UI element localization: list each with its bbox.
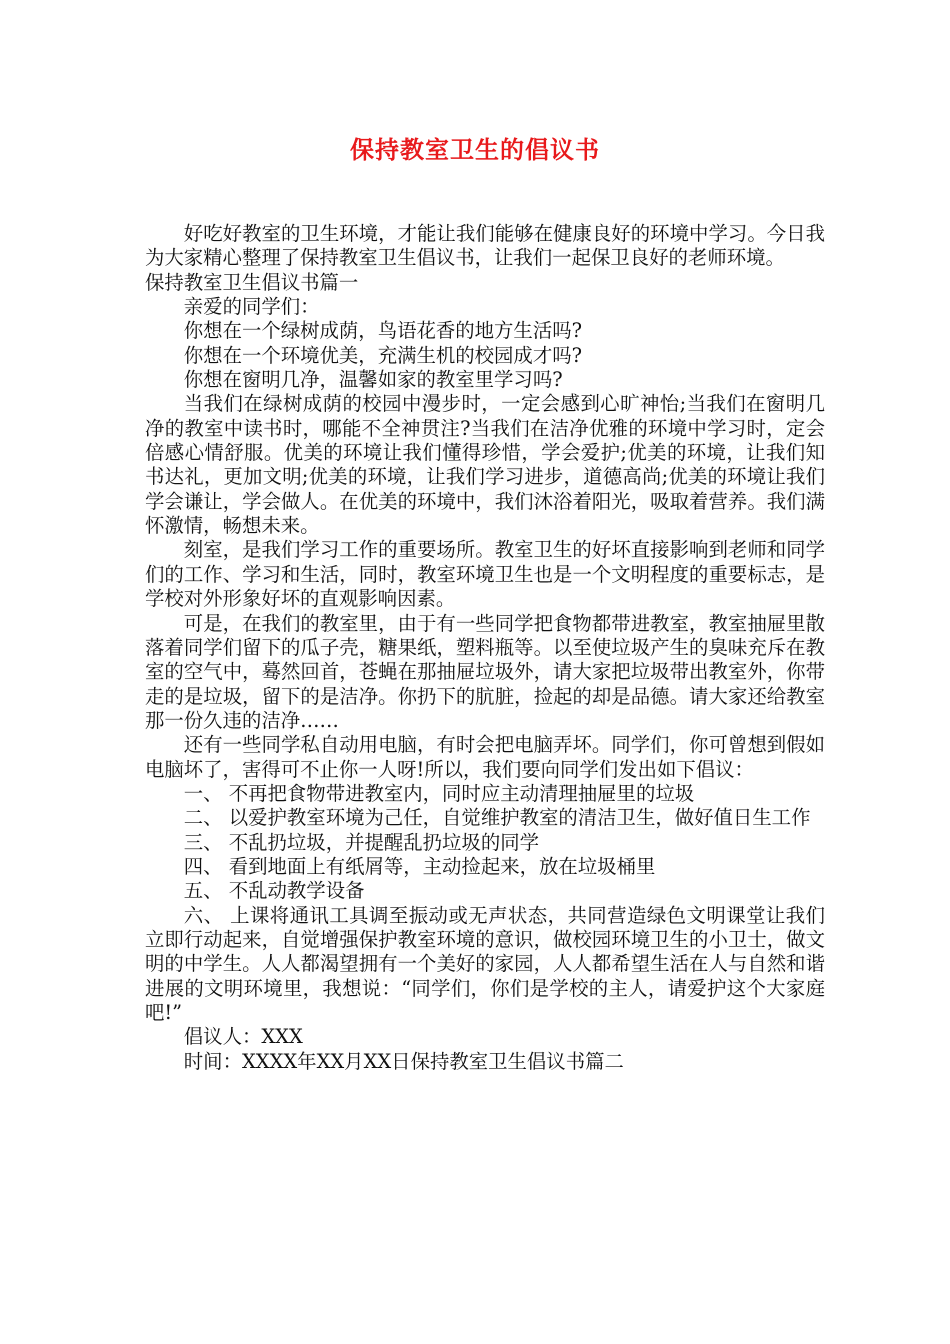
date-line: 时间：XXXX年XX月XX日保持教室卫生倡议书篇二	[183, 1049, 624, 1073]
paragraph: 可是，在我们的教室里，由于有一些同学把食物都带进教室，教室抽屉里散落着同学们留下的瓜子壳，糖果纸，塑料瓶等。以至使垃圾产生的臭味充斥在教室的空气中，蓦然回首，苍蝇在那抽屉垃圾外，请大家把垃圾带出教室外，你带走的是垃圾，留下的是洁净。你扔下的肮脏，捡起的却是品德。请大家还给教室那一份久违的洁净……	[145, 611, 825, 732]
paragraph: 还有一些同学私自动用电脑，有时会把电脑弄坏。同学们，你可曾想到假如电脑坏了，害得可不止你一人呀!所以，我们要向同学们发出如下倡议：	[145, 733, 825, 781]
list-item: 四、 看到地面上有纸屑等，主动捡起来，放在垃圾桶里	[183, 854, 656, 878]
paragraph: 你想在一个环境优美，充满生机的校园成才吗?	[183, 343, 583, 367]
paragraph: 你想在一个绿树成荫，鸟语花香的地方生活吗?	[183, 319, 583, 343]
paragraph: 刻室，是我们学习工作的重要场所。教室卫生的好坏直接影响到老师和同学们的工作、学习和生活，同时，教室环境卫生也是一个文明程度的重要标志，是学校对外形象好坏的直观影响因素。	[145, 538, 825, 611]
list-item: 五、 不乱动教学设备	[183, 879, 365, 903]
paragraph: 好吃好教室的卫生环境，才能让我们能够在健康良好的环境中学习。今日我为大家精心整理了保持教室卫生倡议书，让我们一起保卫良好的老师环境。	[145, 222, 825, 270]
list-item: 一、 不再把食物带进教室内，同时应主动清理抽屉里的垃圾	[183, 781, 695, 805]
list-item: 二、 以爱护教室环境为己任，自觉维护教室的清洁卫生，做好值日生工作	[183, 806, 811, 830]
document-title: 保持教室卫生的倡议书	[350, 136, 600, 164]
paragraph: 当我们在绿树成荫的校园中漫步时，一定会感到心旷神怡;当我们在窗明几净的教室中读书时，哪能不全神贯注?当我们在洁净优雅的环境中学习时，定会倍感心情舒服。优美的环境让我们懂得珍惜，学会爱护;优美的环境，让我们知书达礼，更加文明;优美的环境，让我们学习进步，道德高尚;优美的环境让我们学会谦让，学会做人。在优美的环境中，我们沐浴着阳光，吸取着营养。我们满怀激情，畅想未来。	[145, 392, 825, 538]
paragraph: 亲爱的同学们：	[183, 295, 320, 319]
document-body	[145, 222, 825, 1074]
signature-line: 倡议人：XXX	[183, 1025, 303, 1049]
list-item: 三、 不乱扔垃圾，并提醒乱扔垃圾的同学	[183, 830, 539, 854]
paragraph: 你想在窗明几净，温馨如家的教室里学习吗?	[183, 368, 563, 392]
paragraph: 保持教室卫生倡议书篇一	[145, 270, 359, 294]
list-item: 六、 上课将通讯工具调至振动或无声状态，共同营造绿色文明课堂让我们立即行动起来，自觉增强保护教室环境的意识，做校园环境卫生的小卫士，做文明的中学生。人人都渴望拥有一个美好的家园，人人都希望生活在人与自然和谐进展的文明环境里，我想说：“同学们，你们是学校的主人，请爱护这个大家庭吧!”	[145, 903, 825, 1024]
